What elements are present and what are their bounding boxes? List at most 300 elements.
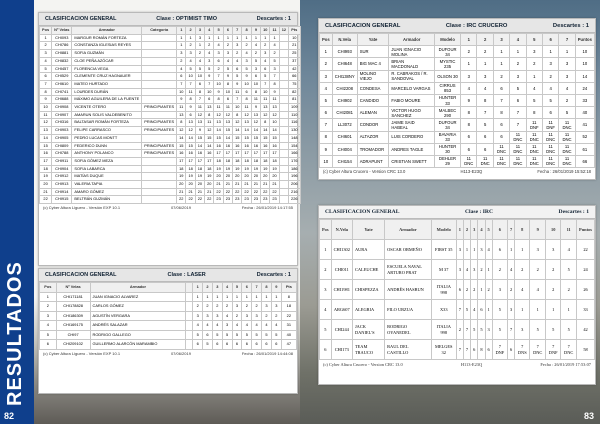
table-cell: 1 xyxy=(40,34,52,42)
table-cell: PRINCIPIANTES xyxy=(142,142,177,150)
table-cell: VICENTE OTERO xyxy=(72,104,142,112)
table-cell: 3 xyxy=(461,70,477,82)
column-header: 7 xyxy=(252,283,262,293)
table-cell: FELIPE CARRASCO xyxy=(72,127,142,135)
table-cell: 8 xyxy=(477,94,493,106)
table-cell: ESCUELA NAVAL ARTURO PRAT xyxy=(385,260,432,280)
table-cell: CHI601 xyxy=(332,131,357,143)
table-cell: 4 xyxy=(40,57,52,65)
table-cell: 7 xyxy=(463,340,470,360)
table-cell: CHI903 xyxy=(52,127,72,135)
table-cell: 10 xyxy=(261,88,270,96)
table-header-row xyxy=(40,283,297,293)
table-cell: 3 xyxy=(203,311,213,321)
table-cell: ITALIA 998 xyxy=(431,280,456,300)
table-cell: 7 DNC xyxy=(530,340,546,360)
table-cell xyxy=(142,65,177,73)
table-cell: CHI093 xyxy=(52,34,72,42)
table-cell: 7 xyxy=(510,119,526,131)
table-cell: 8 xyxy=(320,131,333,143)
table-cell: 5 xyxy=(561,260,577,280)
table-cell: 1 xyxy=(471,240,478,260)
class-label: Clase : OPTIMIST TIMO xyxy=(156,16,218,22)
table-cell: 9 xyxy=(233,80,242,88)
table-cell: 17 xyxy=(261,150,270,158)
table-cell: 6 xyxy=(222,340,232,350)
table-cell: 40 xyxy=(281,330,296,340)
table-cell: 1 xyxy=(542,46,558,58)
table-row xyxy=(40,188,301,196)
table-cell: 4 xyxy=(261,57,270,65)
table-cell: 5 xyxy=(530,320,546,340)
table-cell: 16 xyxy=(270,142,279,150)
column-header: Pos xyxy=(40,27,52,35)
table-cell: 6 xyxy=(507,340,514,360)
table-cell: ADRAPUNT xyxy=(357,155,389,167)
table-cell: 2 xyxy=(461,46,477,58)
table-cell: 9 xyxy=(320,143,333,155)
table-cell: 1 xyxy=(212,292,222,302)
table-cell: 7 xyxy=(195,96,204,104)
table-cell: 12 xyxy=(195,111,204,119)
table-cell: 42 xyxy=(577,320,595,340)
table-cell: 2 xyxy=(320,260,332,280)
table-cell: 66 xyxy=(289,73,301,81)
table-cell: MARCELO VARGAS xyxy=(389,82,435,94)
table-cell: 5 xyxy=(510,82,526,94)
table-cell xyxy=(279,57,288,65)
table-cell: 22 xyxy=(281,311,296,321)
table-cell: 6 xyxy=(471,340,478,360)
table-cell: 2 xyxy=(271,311,281,321)
table-cell: 20 xyxy=(214,173,223,181)
table-cell: 13 xyxy=(214,119,223,127)
table-cell: 5 xyxy=(223,65,232,73)
table-cell: 8 xyxy=(214,96,223,104)
table-cell: 11 xyxy=(214,104,223,112)
table-cell: CHI1981 xyxy=(331,280,352,300)
table-cell: 15 xyxy=(186,142,195,150)
table-cell: 12 xyxy=(177,127,186,135)
table-cell: 1 xyxy=(485,260,492,280)
table-cell: CLOE PEÑA AZÓCAR xyxy=(72,57,142,65)
table-cell: 12 xyxy=(233,119,242,127)
table-cell: 186 xyxy=(289,165,301,173)
table-cell: 20 xyxy=(40,181,52,189)
table-cell: 15 xyxy=(177,142,186,150)
table-cell: 9 xyxy=(186,104,195,112)
table-cell: CONDESA xyxy=(357,82,389,94)
table-cell: 16 xyxy=(186,150,195,158)
table-cell: 23 xyxy=(214,196,223,204)
table-cell: 2 xyxy=(510,58,526,70)
table-cell xyxy=(142,111,177,119)
table-cell: CHI2208 xyxy=(332,82,357,94)
table-cell: 1 xyxy=(193,292,203,302)
table-cell: 41 xyxy=(575,119,594,131)
table-cell: 21 xyxy=(289,42,301,50)
table-cell: 21 xyxy=(205,188,214,196)
table-cell: 16 xyxy=(195,150,204,158)
table-cell: JUAN IGNACIO ALVAREZ xyxy=(90,292,186,302)
table-cell xyxy=(186,321,193,331)
table-cell: 10 xyxy=(40,104,52,112)
table-cell: 8 xyxy=(270,80,279,88)
column-header: 11 xyxy=(270,27,279,35)
table-cell: 12 xyxy=(270,111,279,119)
table-cell: 3 xyxy=(214,50,223,58)
table-cell: CANDIDO xyxy=(357,94,389,106)
table-cell: 20 xyxy=(251,173,260,181)
results-table xyxy=(319,219,595,360)
table-cell xyxy=(279,96,288,104)
table-cell: 1 xyxy=(546,300,561,320)
table-cell: ANDRÉS HASBUN xyxy=(385,280,432,300)
column-header: 4 xyxy=(510,34,526,46)
table-cell: 1 xyxy=(515,240,530,260)
table-cell: 1 xyxy=(205,34,214,42)
column-header: 3 xyxy=(195,27,204,35)
table-cell: 2 xyxy=(222,302,232,312)
column-header: 2 xyxy=(477,34,493,46)
table-cell: 6 xyxy=(223,96,232,104)
table-cell: 20 xyxy=(186,181,195,189)
table-cell: 11 DNC xyxy=(559,131,575,143)
table-cell: 4 xyxy=(271,321,281,331)
table-cell: CHI154 xyxy=(332,155,357,167)
table-cell: LUIS CORDERO xyxy=(389,131,435,143)
column-header: 7 xyxy=(507,220,514,240)
table-cell: 18 xyxy=(242,157,251,165)
table-cell: 5 xyxy=(478,320,485,340)
table-cell: 5 xyxy=(40,65,52,73)
table-cell: 1 xyxy=(222,292,232,302)
table-cell: 19 xyxy=(233,165,242,173)
table-cell: 3 xyxy=(456,240,463,260)
table-cell: 17 xyxy=(242,150,251,158)
table-cell: 23 xyxy=(261,196,270,204)
table-cell: 12 xyxy=(261,111,270,119)
table-cell: 20 xyxy=(261,173,270,181)
table-cell: 20 xyxy=(270,173,279,181)
table-cell: 10 xyxy=(205,88,214,96)
table-cell: 25 xyxy=(289,50,301,58)
table-cell: CHI786 xyxy=(52,42,72,50)
table-cell: 21 xyxy=(270,181,279,189)
table-cell: 1 xyxy=(515,300,530,320)
table-row xyxy=(320,155,595,167)
table-cell: CHI97 xyxy=(56,330,90,340)
table-cell: MELGES 32 xyxy=(431,340,456,360)
table-cell: 24 xyxy=(575,82,594,94)
table-cell: 6 xyxy=(251,73,260,81)
column-header: Puntos xyxy=(577,220,595,240)
table-cell: 2 xyxy=(463,280,470,300)
table-cell: 8 xyxy=(493,107,509,119)
table-cell: 4 xyxy=(320,300,332,320)
table-cell: 6 xyxy=(212,340,222,350)
table-cell: 21 xyxy=(251,181,260,189)
table-cell: 11 DNC xyxy=(461,155,477,167)
column-header: N.Vela xyxy=(331,220,352,240)
table-cell: CIRRUS 853 xyxy=(435,82,461,94)
table-cell: 2 xyxy=(493,70,509,82)
table-cell: CHI169175 xyxy=(56,321,90,331)
table-cell: 5 xyxy=(193,330,203,340)
class-label: Clase : IRC xyxy=(465,209,493,215)
table-cell: CHI915 xyxy=(52,196,72,204)
table-cell: 18 xyxy=(261,157,270,165)
table-cell: 4 xyxy=(461,82,477,94)
table-cell: 1 xyxy=(271,292,281,302)
table-cell: 11 xyxy=(233,88,242,96)
table-cell xyxy=(142,42,177,50)
table-cell: SOFIA GUZMÁN xyxy=(72,50,142,58)
laser-results-panel xyxy=(38,268,298,394)
table-cell: CHI209102 xyxy=(56,340,90,350)
table-cell: 16 xyxy=(242,142,251,150)
table-cell: 16 xyxy=(214,142,223,150)
column-header: 10 xyxy=(261,27,270,35)
table-cell: 5 xyxy=(463,300,470,320)
table-row xyxy=(40,173,301,181)
table-cell: JACK DANIEL'S xyxy=(352,320,384,340)
table-header-row xyxy=(40,27,301,35)
table-cell: 18 xyxy=(186,165,195,173)
table-cell: ANTHONY POLANCO xyxy=(72,150,142,158)
table-cell: 22 xyxy=(214,188,223,196)
table-cell: CONDOR xyxy=(357,119,389,131)
table-cell: 15 xyxy=(233,134,242,142)
table-cell xyxy=(142,134,177,142)
table-cell xyxy=(279,181,288,189)
table-cell: GUILLERMO ALARCÓN MARAMBIO xyxy=(90,340,186,350)
table-cell xyxy=(279,142,288,150)
table-cell: 19 xyxy=(223,165,232,173)
table-cell xyxy=(279,134,288,142)
table-cell: CONSTANZA IGLESIAS REYES xyxy=(72,42,142,50)
table-cell: 11 DNF xyxy=(542,119,558,131)
table-cell: CHI178828 xyxy=(56,302,90,312)
table-cell: BAVARIA 33 xyxy=(435,131,461,143)
table-cell: 7 xyxy=(493,94,509,106)
table-cell: 13 xyxy=(40,127,52,135)
column-header: 4 xyxy=(478,220,485,240)
table-cell: 2 xyxy=(478,260,485,280)
table-cell: 11 DNC xyxy=(526,143,542,155)
table-row xyxy=(40,311,297,321)
table-cell: 9 xyxy=(40,96,52,104)
table-cell: 3 xyxy=(205,57,214,65)
panel-header xyxy=(39,13,297,26)
table-cell: 2 xyxy=(214,65,223,73)
table-cell: 22 xyxy=(233,188,242,196)
table-cell: 6 xyxy=(478,300,485,320)
table-cell: CHISPEZZA xyxy=(352,280,384,300)
table-cell: 2 xyxy=(251,50,260,58)
table-cell: 22 xyxy=(223,188,232,196)
table-cell xyxy=(142,57,177,65)
table-row xyxy=(40,330,297,340)
table-cell: 7 DNF xyxy=(492,340,507,360)
table-cell: 8 xyxy=(195,88,204,96)
table-cell: 1 xyxy=(510,46,526,58)
table-cell: 1 xyxy=(233,34,242,42)
table-cell: 1 xyxy=(40,292,57,302)
table-cell: 5 xyxy=(546,320,561,340)
table-cell: ANDRES TAGLE xyxy=(389,143,435,155)
table-cell: 6 xyxy=(492,240,507,260)
table-cell: 6 xyxy=(493,82,509,94)
table-cell: 24 xyxy=(577,260,595,280)
table-cell: 226 xyxy=(289,196,301,204)
table-row xyxy=(320,58,595,70)
table-cell: 18 xyxy=(40,165,52,173)
table-cell: 109 xyxy=(289,104,301,112)
table-cell: 7 xyxy=(177,80,186,88)
table-cell: 196 xyxy=(289,173,301,181)
table-cell: 2 xyxy=(526,58,542,70)
table-cell: 19 xyxy=(270,165,279,173)
table-cell: 5 xyxy=(492,300,507,320)
table-cell: 14 xyxy=(251,127,260,135)
table-cell xyxy=(279,80,288,88)
table-cell xyxy=(279,157,288,165)
table-cell: 20 xyxy=(223,173,232,181)
table-cell: 5 xyxy=(270,57,279,65)
table-cell: 14 xyxy=(242,127,251,135)
print-date: Fecha : 26/01/2019 17:53:07 xyxy=(540,362,591,367)
table-cell xyxy=(279,50,288,58)
table-cell: 2 xyxy=(559,94,575,106)
section-title: RESULTADOS xyxy=(4,261,26,406)
software-credit: (c) Cyber Altura Crucero - Version CRC 13.0 xyxy=(323,362,403,367)
table-cell: 21 xyxy=(177,188,186,196)
table-cell: 1 xyxy=(477,58,493,70)
table-cell: 1 xyxy=(177,42,186,50)
table-cell: 4 xyxy=(252,321,262,331)
table-row xyxy=(320,143,595,155)
table-cell: 6 xyxy=(461,143,477,155)
table-cell: FABIO MOURE xyxy=(389,94,435,106)
table-cell: 18 xyxy=(270,157,279,165)
table-cell xyxy=(279,42,288,50)
column-header: Yate xyxy=(352,220,384,240)
table-cell: 7 xyxy=(214,73,223,81)
table-cell: 22 xyxy=(40,196,52,204)
table-row xyxy=(40,104,301,112)
table-header-row xyxy=(320,220,595,240)
table-cell: DUFOUR 34 xyxy=(435,46,461,58)
table-cell: 16 xyxy=(177,150,186,158)
table-cell: 10 xyxy=(289,34,301,42)
table-cell: 6 xyxy=(195,80,204,88)
table-cell: 15 xyxy=(214,134,223,142)
table-cell: 7 xyxy=(261,80,270,88)
version-code: 07/06/2019 xyxy=(170,350,191,356)
table-cell: 4 xyxy=(177,65,186,73)
table-cell: 1 xyxy=(232,292,242,302)
table-cell: 176 xyxy=(289,157,301,165)
table-cell xyxy=(186,292,193,302)
table-cell: CHI138NY xyxy=(332,70,357,82)
table-cell: 2 xyxy=(195,50,204,58)
column-header: Pos xyxy=(40,283,57,293)
table-cell: 2 xyxy=(492,260,507,280)
table-cell: CHI2081 xyxy=(332,107,357,119)
table-cell: JUAN IGNACIO MOLINA xyxy=(389,46,435,58)
table-cell: 9 xyxy=(205,73,214,81)
table-cell: VICTOR HUGO SANCHEZ xyxy=(389,107,435,119)
table-cell: 5 xyxy=(222,330,232,340)
column-header: 4 xyxy=(205,27,214,35)
table-cell: 19 xyxy=(251,165,260,173)
table-cell: 6 xyxy=(40,73,52,81)
table-cell: 8 xyxy=(281,292,296,302)
table-cell: 8 xyxy=(186,96,195,104)
column-header: 5 xyxy=(485,220,492,240)
table-row xyxy=(40,321,297,331)
table-cell xyxy=(279,111,288,119)
table-cell: 3 xyxy=(212,311,222,321)
table-cell: 14 xyxy=(214,127,223,135)
table-cell: CHI741 xyxy=(52,88,72,96)
column-header: 2 xyxy=(463,220,470,240)
table-cell: 6 xyxy=(186,111,195,119)
table-cell: 20 xyxy=(233,173,242,181)
table-cell: TEAM TRAUCO xyxy=(352,340,384,360)
table-cell: 15 xyxy=(205,134,214,142)
table-cell: 4 xyxy=(270,42,279,50)
table-cell: 9 xyxy=(177,96,186,104)
table-cell: 4 xyxy=(205,50,214,58)
column-header: Yate xyxy=(357,34,389,46)
column-header: Puntos xyxy=(575,34,594,46)
table-cell: 6 xyxy=(242,88,251,96)
table-row xyxy=(320,300,595,320)
table-row xyxy=(40,302,297,312)
table-cell: 1 xyxy=(186,34,195,42)
table-cell: 19 xyxy=(177,173,186,181)
table-cell: FLORENCIA VEGA xyxy=(72,65,142,73)
table-cell: CHI993 xyxy=(332,46,357,58)
table-cell: 5 xyxy=(233,73,242,81)
table-cell: VALERIA TAPIA xyxy=(72,181,142,189)
table-cell: 18 xyxy=(195,165,204,173)
table-cell: 3 xyxy=(271,302,281,312)
table-cell: 20 xyxy=(242,173,251,181)
table-cell: 9 xyxy=(214,88,223,96)
table-cell: 10 xyxy=(186,73,195,81)
table-cell xyxy=(142,188,177,196)
table-cell: 3 xyxy=(510,70,526,82)
table-cell: 11 xyxy=(186,88,195,96)
table-cell: 7 xyxy=(507,320,514,340)
table-row xyxy=(40,165,301,173)
column-header: 9 xyxy=(530,220,546,240)
column-header: 6 xyxy=(223,27,232,35)
table-cell: CALEUCHE xyxy=(352,260,384,280)
table-cell: 11 DNC xyxy=(493,143,509,155)
table-cell: AMARUN SOLIS VALDEBENITO xyxy=(72,111,142,119)
table-cell: 11 DNC xyxy=(510,143,526,155)
table-cell: 4 xyxy=(320,82,333,94)
table-cell: 6 xyxy=(261,65,270,73)
panel-header xyxy=(319,19,595,33)
table-cell: BALTASAR ROMÁN FORTEZA xyxy=(72,119,142,127)
table-row xyxy=(320,240,595,260)
table-cell: 17 xyxy=(214,150,223,158)
